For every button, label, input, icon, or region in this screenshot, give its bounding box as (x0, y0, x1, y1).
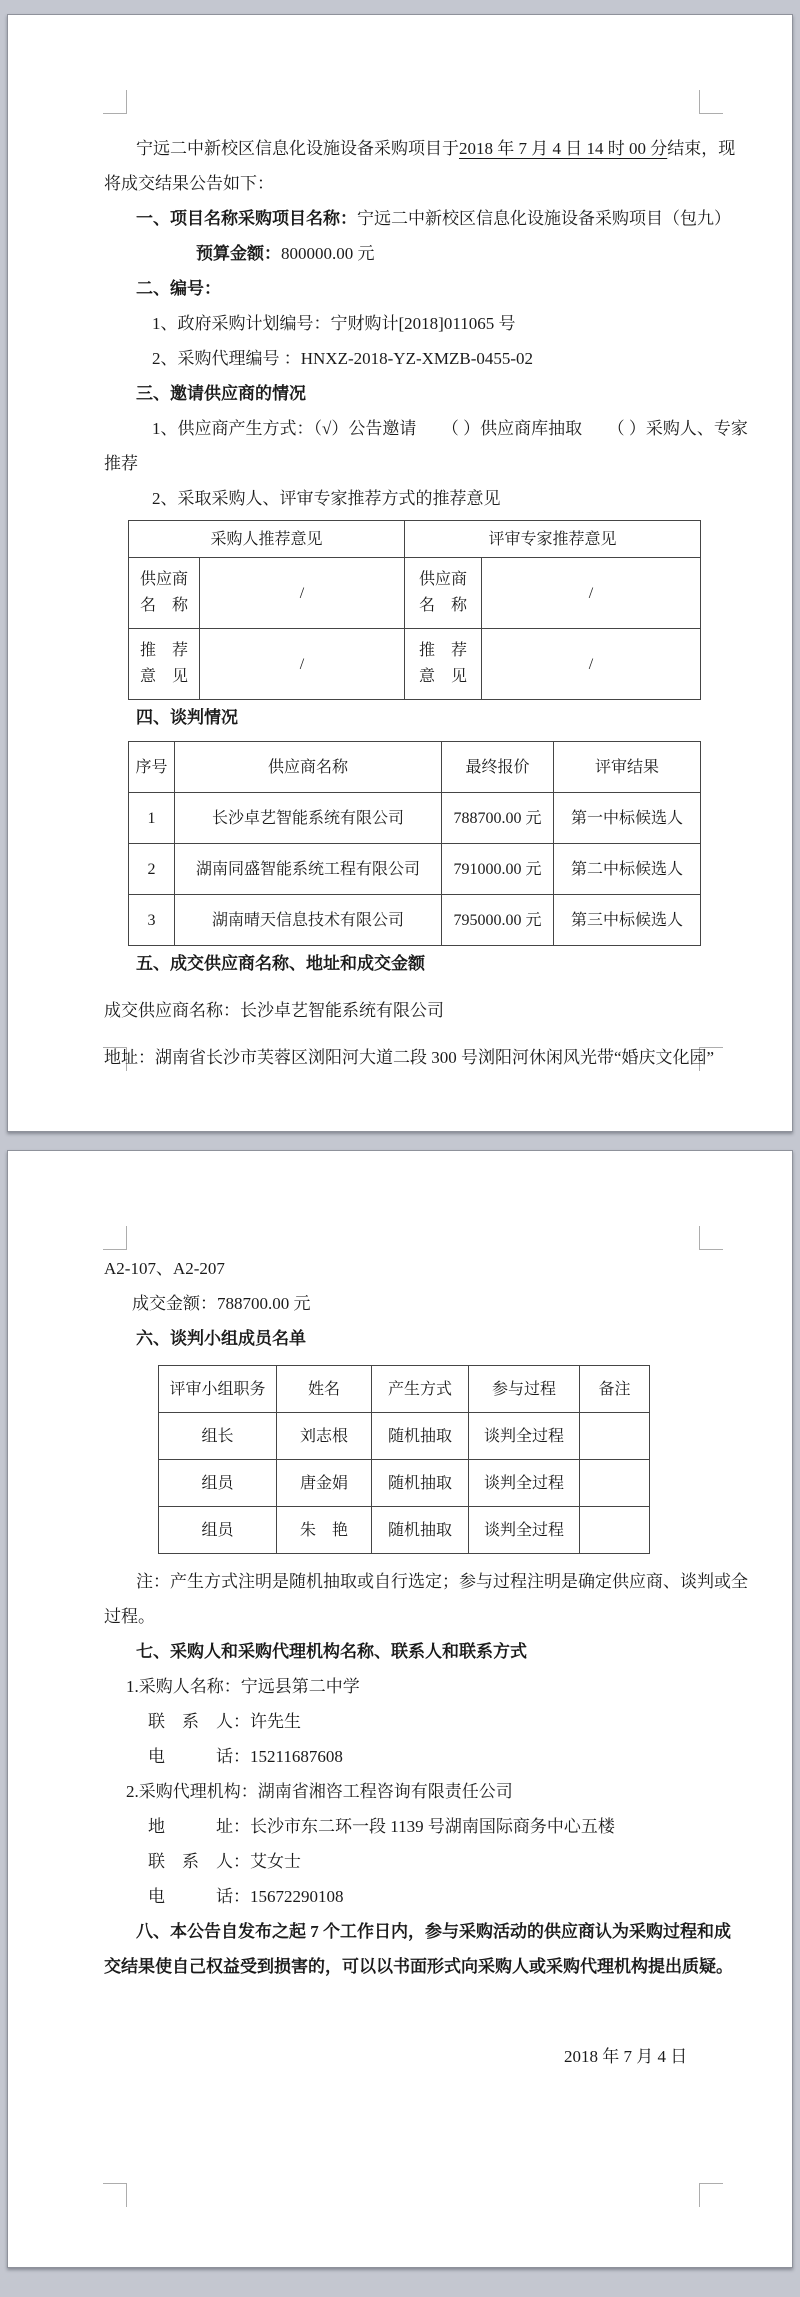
col-header-supplier: 供应商名称 (175, 742, 442, 793)
cell-supplier: 湖南同盛智能系统工程有限公司 (175, 844, 442, 895)
supplier-name-label (405, 558, 482, 629)
table-row (129, 558, 701, 629)
opinion-value: / (482, 629, 701, 700)
cell-method: 随机抽取 (372, 1507, 469, 1554)
intro-pre: 宁远二中新校区信息化设施设备采购项目于 (136, 139, 459, 158)
table-row (129, 895, 701, 946)
cell-price: 791000.00 元 (442, 844, 554, 895)
col-header-process: 参与过程 (469, 1366, 580, 1413)
margin-crop-mark-bottom-right (699, 2183, 723, 2207)
cell-seq: 3 (129, 895, 175, 946)
cell-method: 随机抽取 (372, 1413, 469, 1460)
opinion-label-line2: 意 见 (419, 668, 468, 685)
supplier-address-line: 地址：湖南省长沙市芙蓉区浏阳河大道二段 300 号浏阳河休闲风光带“婚庆文化园” (104, 1048, 715, 1067)
cell-remark (580, 1413, 650, 1460)
table-row (129, 844, 701, 895)
agency-address-line: 地 址：长沙市东二环一段 1139 号湖南国际商务中心五楼 (148, 1817, 615, 1836)
col-header-seq: 序号 (129, 742, 175, 793)
cell-price: 795000.00 元 (442, 895, 554, 946)
col-header-name: 姓名 (277, 1366, 372, 1413)
cell-role: 组长 (159, 1413, 277, 1460)
budget-value: 800000.00 元 (281, 244, 375, 263)
table-header-row (129, 742, 701, 793)
table-row (159, 1507, 650, 1554)
table-row (129, 629, 701, 700)
note-line-2: 过程。 (104, 1607, 155, 1626)
cell-result: 第三中标候选人 (554, 895, 701, 946)
negotiation-table (128, 741, 701, 946)
cell-name: 朱 艳 (277, 1507, 372, 1554)
cell-seq: 2 (129, 844, 175, 895)
agency-name-line: 2.采购代理机构：湖南省湘咨工程咨询有限责任公司 (126, 1782, 513, 1801)
agency-phone-line: 电 话：15672290108 (148, 1887, 344, 1906)
note-line-1: 注：产生方式注明是随机抽取或自行选定；参与过程注明是确定供应商、谈判或全 (136, 1572, 748, 1591)
cell-supplier: 长沙卓艺智能系统有限公司 (175, 793, 442, 844)
cell-result: 第二中标候选人 (554, 844, 701, 895)
address-continuation: A2-107、A2-207 (104, 1259, 225, 1278)
table-row (159, 1413, 650, 1460)
section6-heading: 六、谈判小组成员名单 (136, 1329, 306, 1348)
col-header-role: 评审小组职务 (159, 1366, 277, 1413)
supplier-label-line1: 供应商 (139, 571, 188, 588)
table-row (129, 521, 701, 558)
agency-contact-line: 联 系 人：艾女士 (148, 1852, 301, 1871)
section1-heading-line (136, 201, 731, 236)
cell-name: 刘志根 (277, 1413, 372, 1460)
supplier-label-line2: 名 称 (419, 597, 468, 614)
budget-label: 预算金额： (196, 244, 281, 263)
opinion-value: / (200, 629, 405, 700)
cell-result: 第一中标候选人 (554, 793, 701, 844)
intro-line-1 (136, 131, 736, 166)
cell-name: 唐金娟 (277, 1460, 372, 1507)
section2-item1: 1、政府采购计划编号：宁财购计[2018]011065 号 (152, 314, 516, 333)
section2-heading: 二、编号： (136, 279, 221, 298)
opinion-label (405, 629, 482, 700)
section3-item2: 2、采取采购人、评审专家推荐方式的推荐意见 (152, 489, 501, 508)
cell-process: 谈判全过程 (469, 1460, 580, 1507)
cell-remark (580, 1507, 650, 1554)
supplier-label-line2: 名 称 (139, 597, 188, 614)
supplier-label-line1: 供应商 (419, 571, 468, 588)
budget-line (196, 236, 708, 271)
col-header-remark: 备注 (580, 1366, 650, 1413)
deal-amount-line: 成交金额：788700.00 元 (132, 1294, 311, 1313)
intro-post: 结束，现 (667, 139, 736, 158)
document-page-2 (7, 1150, 793, 2268)
page1-content (8, 15, 792, 1075)
winning-supplier-line: 成交供应商名称：长沙卓艺智能系统有限公司 (104, 1001, 444, 1020)
buyer-contact-line: 联 系 人：许先生 (148, 1712, 301, 1731)
cell-role: 组员 (159, 1460, 277, 1507)
section5-heading: 五、成交供应商名称、地址和成交金额 (136, 954, 425, 973)
intro-date-underlined: 2018 年 7 月 4 日 14 时 00 分 (459, 139, 668, 158)
cell-supplier: 湖南晴天信息技术有限公司 (175, 895, 442, 946)
table-header-row (159, 1366, 650, 1413)
section3-heading: 三、邀请供应商的情况 (136, 384, 306, 403)
panel-member-table (158, 1365, 650, 1554)
section3-item1-line1: 1、供应商产生方式：（√）公告邀请 （ ）供应商库抽取 （ ）采购人、专家 (152, 419, 748, 438)
section1-value: 宁远二中新校区信息化设施设备采购项目（包九） (357, 209, 731, 228)
col-header-method: 产生方式 (372, 1366, 469, 1413)
col-header-result: 评审结果 (554, 742, 701, 793)
page2-content (8, 1151, 792, 2074)
section4-heading: 四、谈判情况 (136, 708, 238, 727)
recommend-header-expert: 评审专家推荐意见 (405, 521, 701, 558)
section2-item2: 2、采购代理编号 ：HNXZ-2018-YZ-XMZB-0455-02 (152, 349, 534, 368)
recommend-header-buyer: 采购人推荐意见 (129, 521, 405, 558)
recommendation-table (128, 520, 701, 700)
announcement-date: 2018 年 7 月 4 日 (564, 2047, 688, 2066)
supplier-name-value: / (482, 558, 701, 629)
cell-remark (580, 1460, 650, 1507)
cell-process: 谈判全过程 (469, 1413, 580, 1460)
supplier-name-label (129, 558, 200, 629)
cell-price: 788700.00 元 (442, 793, 554, 844)
cell-process: 谈判全过程 (469, 1507, 580, 1554)
margin-crop-mark-bottom-left (103, 2183, 127, 2207)
section8-line-1: 八、本公告自发布之起 7 个工作日内，参与采购活动的供应商认为采购过程和成 (136, 1922, 731, 1941)
opinion-label-line1: 推 荐 (419, 642, 468, 659)
cell-seq: 1 (129, 793, 175, 844)
cell-method: 随机抽取 (372, 1460, 469, 1507)
section1-label: 一、项目名称采购项目名称： (136, 209, 357, 228)
intro-line-2: 将成交结果公告如下： (104, 174, 274, 193)
section8-line-2: 交结果使自己权益受到损害的，可以以书面形式向采购人或采购代理机构提出质疑。 (104, 1957, 733, 1976)
section7-heading: 七、采购人和采购代理机构名称、联系人和联系方式 (136, 1642, 527, 1661)
cell-role: 组员 (159, 1507, 277, 1554)
document-page-1 (7, 14, 793, 1132)
table-row (159, 1460, 650, 1507)
buyer-phone-line: 电 话：15211687608 (148, 1747, 343, 1766)
opinion-label (129, 629, 200, 700)
opinion-label-line1: 推 荐 (139, 642, 188, 659)
table-row (129, 793, 701, 844)
buyer-name-line: 1.采购人名称：宁远县第二中学 (126, 1677, 360, 1696)
opinion-label-line2: 意 见 (139, 668, 188, 685)
supplier-name-value: / (200, 558, 405, 629)
section3-item1-line2: 推荐 (104, 454, 138, 473)
col-header-price: 最终报价 (442, 742, 554, 793)
